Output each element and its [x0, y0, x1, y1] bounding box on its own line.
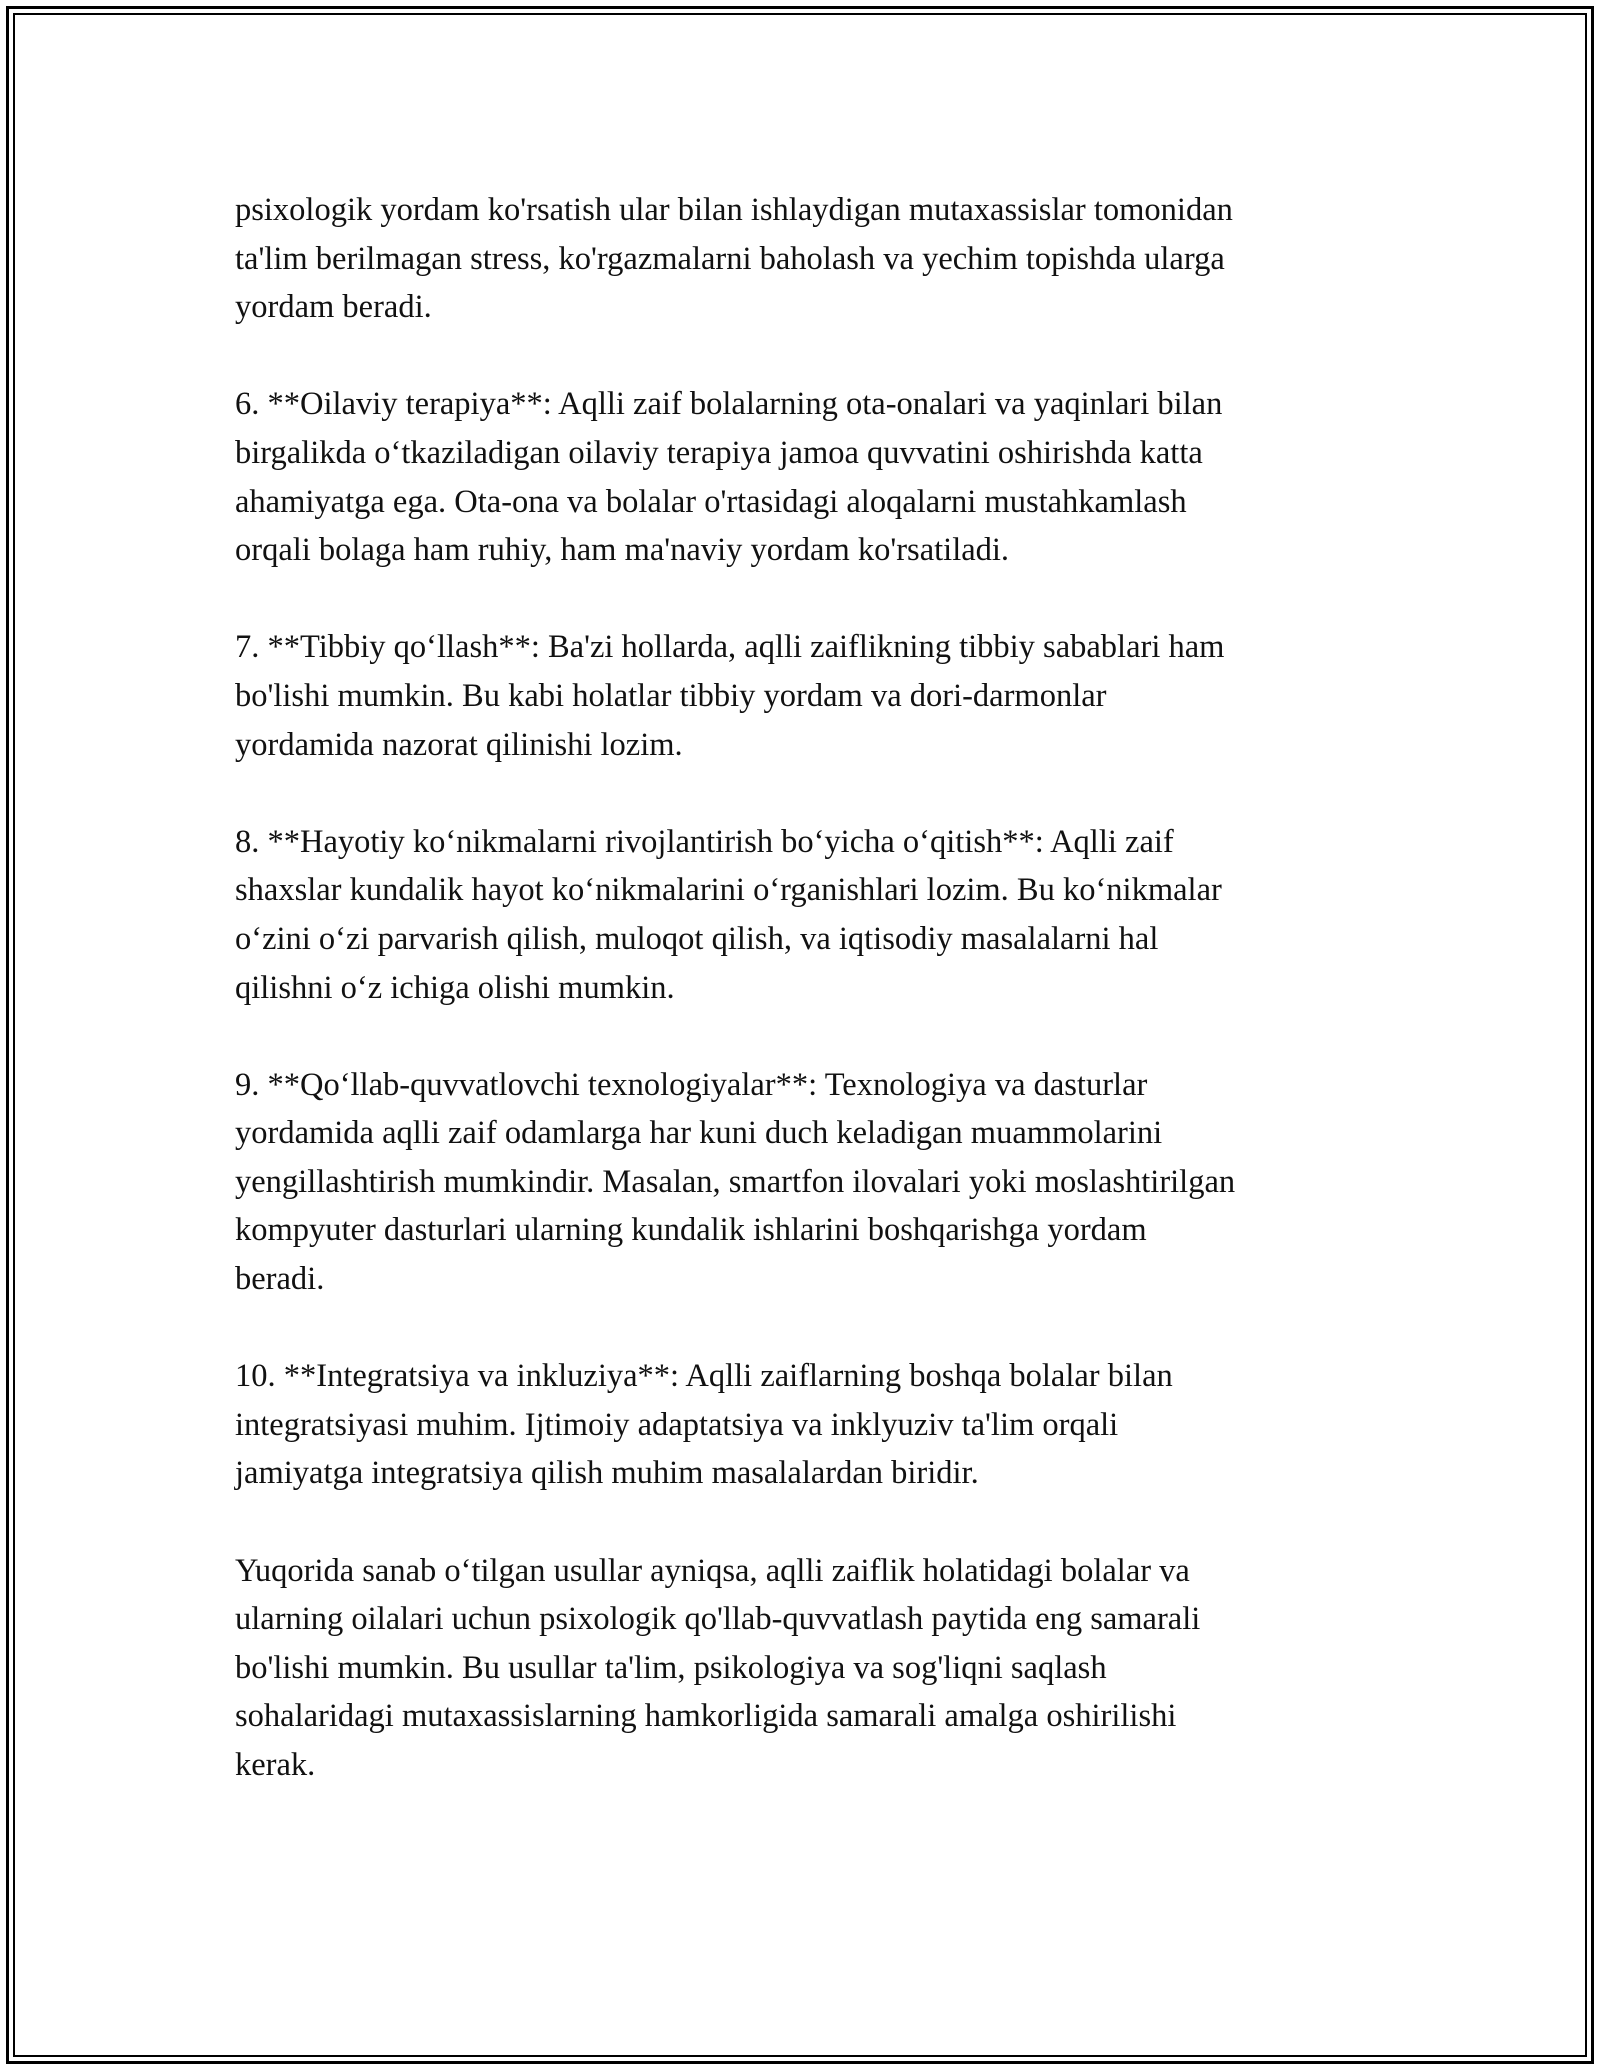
paragraph-item-8-life-skills: 8. **Hayotiy ko‘nikmalarni rivojlantirish bo‘yicha o‘qitish**: Aqlli zaif shaxslar kundalik hayot ko‘nikmalarini o‘rganishlari lozim. Bu ko‘nikmalar o‘zini o‘zi parvarish qilish, muloqot qilish, va iqtisodiy masalalarni hal qilishni o‘z ichiga olishi mumkin. [235, 823, 1222, 1006]
document-body [235, 186, 1375, 1838]
paragraph-item-7-medical-support: 7. **Tibbiy qo‘llash**: Ba'zi hollarda, aqlli zaiflikning tibbiy sabablari ham bo'lishi mumkin. Bu kabi holatlar tibbiy yordam va dori-darmonlar yordamida nazorat qilinishi lozim. [235, 629, 1225, 763]
paragraph-item-10-integration: 10. **Integratsiya va inkluziya**: Aqlli zaiflarning boshqa bolalar bilan integratsiyasi muhim. Ijtimoiy adaptatsiya va inklyuziv ta'lim orqali jamiyatga integratsiya qilish muhim masalalardan biridir. [235, 1358, 1173, 1492]
paragraph-item-9-assistive-technologies: 9. **Qo‘llab-quvvatlovchi texnologiyalar**: Texnologiya va dasturlar yordamida aqlli zaif odamlarga har kuni duch keladigan muammolarini yengillashtirish mumkindir. Masalan, smartfon ilovalari yoki moslashtirilgan kompyuter dasturlari ularning kundalik ishlarini boshqarishga yordam beradi. [235, 1066, 1236, 1298]
paragraph-conclusion: Yuqorida sanab o‘tilgan usullar ayniqsa, aqlli zaiflik holatidagi bolalar va ularning oilalari uchun psixologik qo'llab-quvvatlash paytida eng samarali bo'lishi mumkin. Bu usullar ta'lim, psikologiya va sog'liqni saqlash sohalaridagi mutaxassislarning hamkorligida samarali amalga oshirilishi kerak. [235, 1552, 1201, 1783]
paragraph-item-6-family-therapy: 6. **Oilaviy terapiya**: Aqlli zaif bolalarning ota-onalari va yaqinlari bilan birgalikda o‘tkaziladigan oilaviy terapiya jamoa quvvatini oshirishda katta ahamiyatga ega. Ota-ona va bolalar o'rtasidagi aloqalarni mustahkamlash orqali bolaga ham ruhiy, ham ma'naviy yordam ko'rsatiladi. [235, 386, 1223, 569]
paragraph-intro-continuation: psixologik yordam ko'rsatish ular bilan ishlaydigan mutaxassislar tomonidan ta'lim berilmagan stress, ko'rgazmalarni baholash va yechim topishda ularga yordam beradi. [235, 192, 1233, 326]
